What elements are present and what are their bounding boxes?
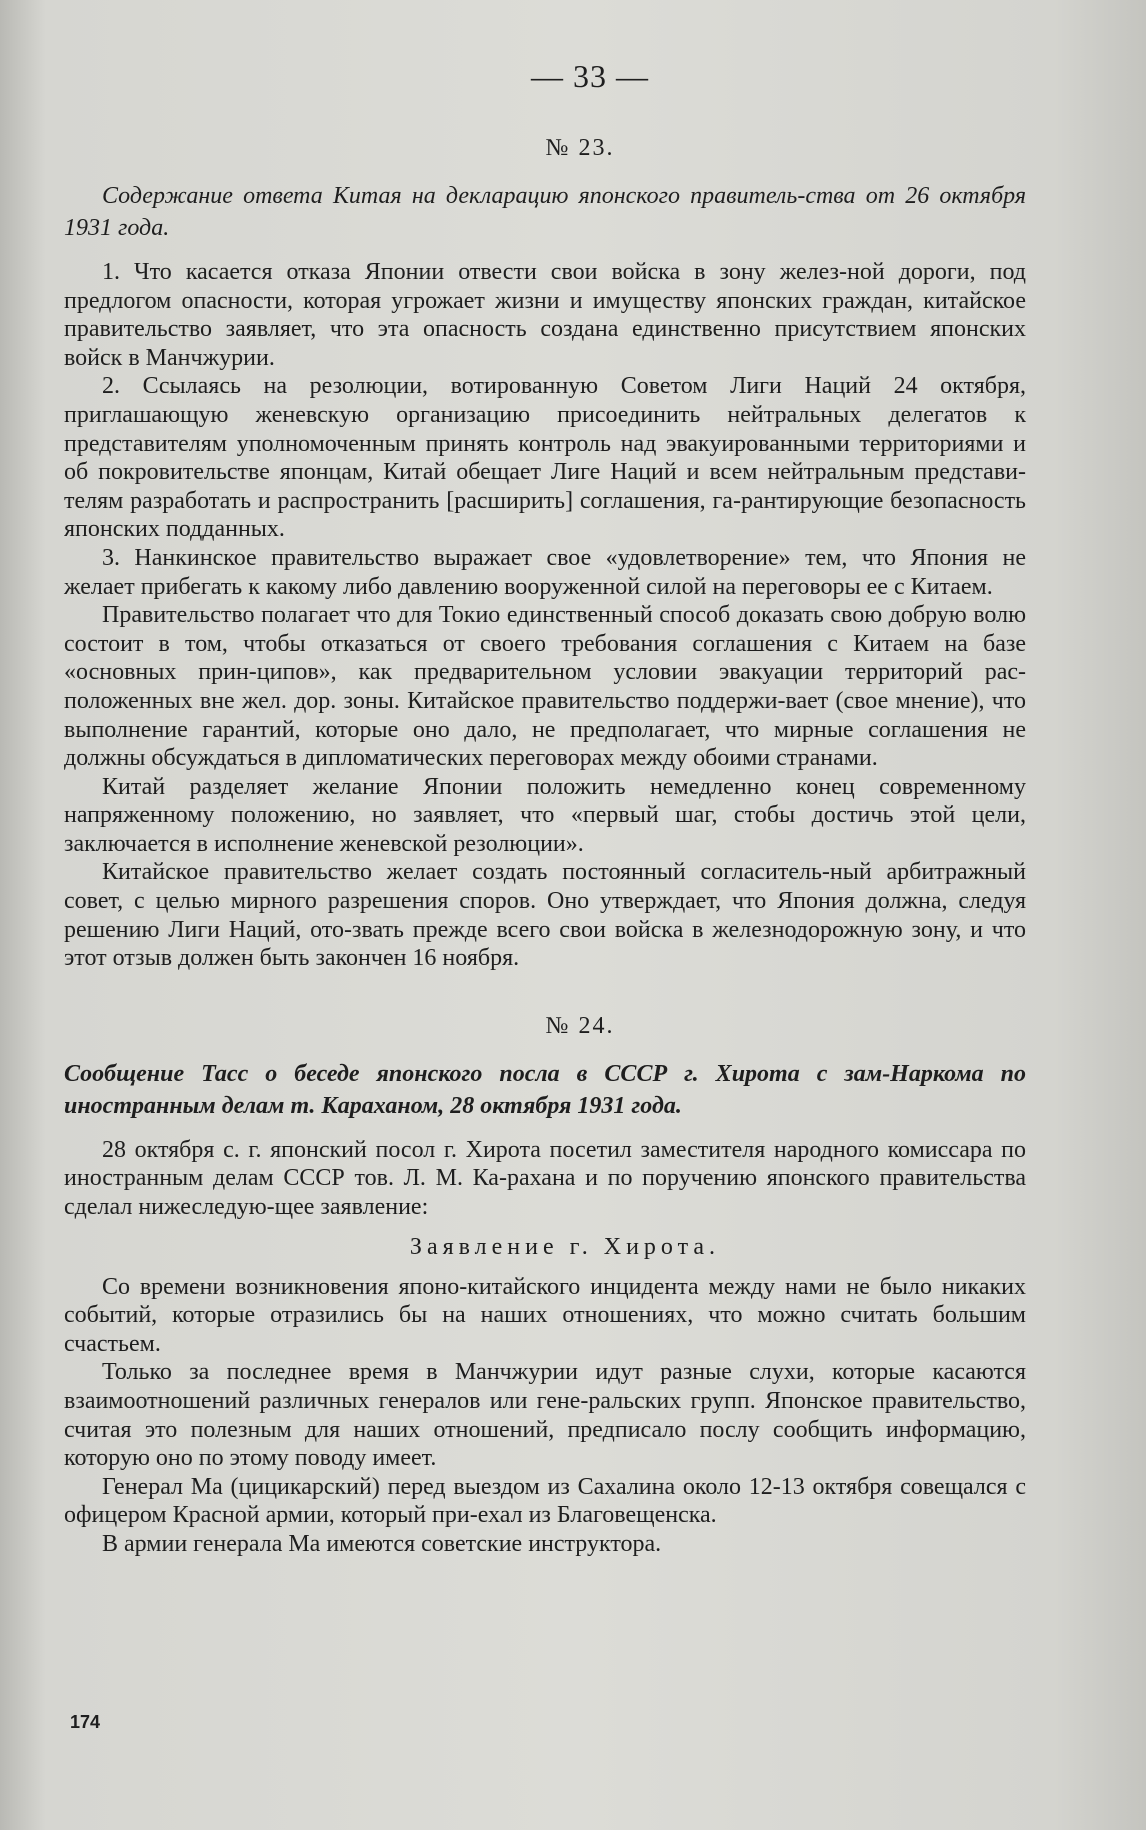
doc24-paragraph-2: Только за последнее время в Манчжурии идут разные слухи, которые касаются взаимоотношений различных генералов или гене-ральских групп. Японское правительство, считая это полезным для наших отношений, предписало послу сообщить информацию, которую оно по этому поводу имеет. [64, 1359, 1026, 1472]
document-24-number: № 24. [545, 1012, 615, 1039]
section-spacer [64, 973, 1026, 1003]
doc23-paragraph-5: Китай разделяет желание Японии положить немедленно конец современному напряженному положению, но заявляет, что «первый шаг, стобы достичь этой цели, заключается в исполнение женевской резолюции». [64, 773, 1026, 857]
doc23-paragraph-4: Правительство полагает что для Токио единственный способ доказать свою добрую волю состоит в том, чтобы отказаться от своего требования соглашения с Китаем на базе «основных прин-ципов», как предварительном условии эвакуации территорий рас-положенных вне жел. дор. зоны. Китайское правительство поддержи-вает (свое мнение), что выполнение гарантий, которые оно дало, не предполагает, что мирные соглашения не должны обсуждаться в дипломатических переговорах между обоими странами. [64, 602, 1026, 772]
doc23-paragraph-6: Китайское правительство желает создать постоянный согласитель-ный арбитражный совет, с целью мирного разрешения споров. Оно утверждает, что Япония должна, следуя решению Лиги Наций, ото-звать прежде всего свои войска в железнодорожную зону, и что этот отзыв должен быть закончен 16 ноября. [64, 859, 1026, 972]
doc24-paragraph-1: Со времени возникновения японо-китайского инцидента между нами не было никаких событий, которые отразились бы на наших отношениях, что можно считать большим счастьем. [64, 1273, 1026, 1357]
doc23-paragraph-2: 2. Ссылаясь на резолюции, вотированную Советом Лиги Наций 24 октября, приглашающую женевскую организацию присоединить нейтральных делегатов к представителям уполномоченным принять контроль над эвакуированными территориями и об покровительстве японцам, Китай обещает Лиге Наций и всем нейтральным представи-телям разработать и распространить [расширить] соглашения, га-рантирующие безопасность японских подданных. [64, 373, 1026, 543]
statement-subheading: Заявление г. Хирота. [409, 1233, 721, 1260]
page-folio: 174 [70, 1712, 101, 1732]
document-24-title: Сообщение Тасс о беседе японского посла в СССР г. Хирота с зам-Наркома по иностранным делам т. Караханом, 28 октября 1931 года. [64, 1060, 1026, 1119]
doc23-paragraph-3: 3. Нанкинское правительство выражает свое «удовлетворение» тем, что Япония не желает прибегать к какому либо давлению вооруженной силой на переговоры ее с Китаем. [64, 544, 1026, 600]
document-23-number: № 23. [545, 135, 615, 161]
doc23-paragraph-1: 1. Что касается отказа Японии отвести свои войска в зону желез-ной дороги, под предлогом опасности, которая угрожает жизни и имуществу японских граждан, китайское правительство заявляет, что эта опасность создана единственно присутствием японских войск в Манчжурии. [64, 259, 1026, 371]
doc24-paragraph-4: В армии генерала Ма имеются советские инструктора. [102, 1530, 662, 1557]
doc24-intro: 28 октября с. г. японский посол г. Хирота посетил заместителя народного комиссара по иностранным делам СССР тов. Л. М. Ка-рахана и по поручению японского правительства сделал нижеследую-щее заявление: [64, 1136, 1026, 1221]
doc24-paragraph-3: Генерал Ма (цицикарский) перед выездом из Сахалина около 12-13 октября совещался с офицером Красной армии, который при-ехал из Благовещенска. [64, 1473, 1026, 1529]
page-number-header: — 33 — [531, 58, 649, 94]
document-23-title: Содержание ответа Китая на декларацию японского правитель-ства от 26 октября 1931 года. [64, 183, 1026, 241]
